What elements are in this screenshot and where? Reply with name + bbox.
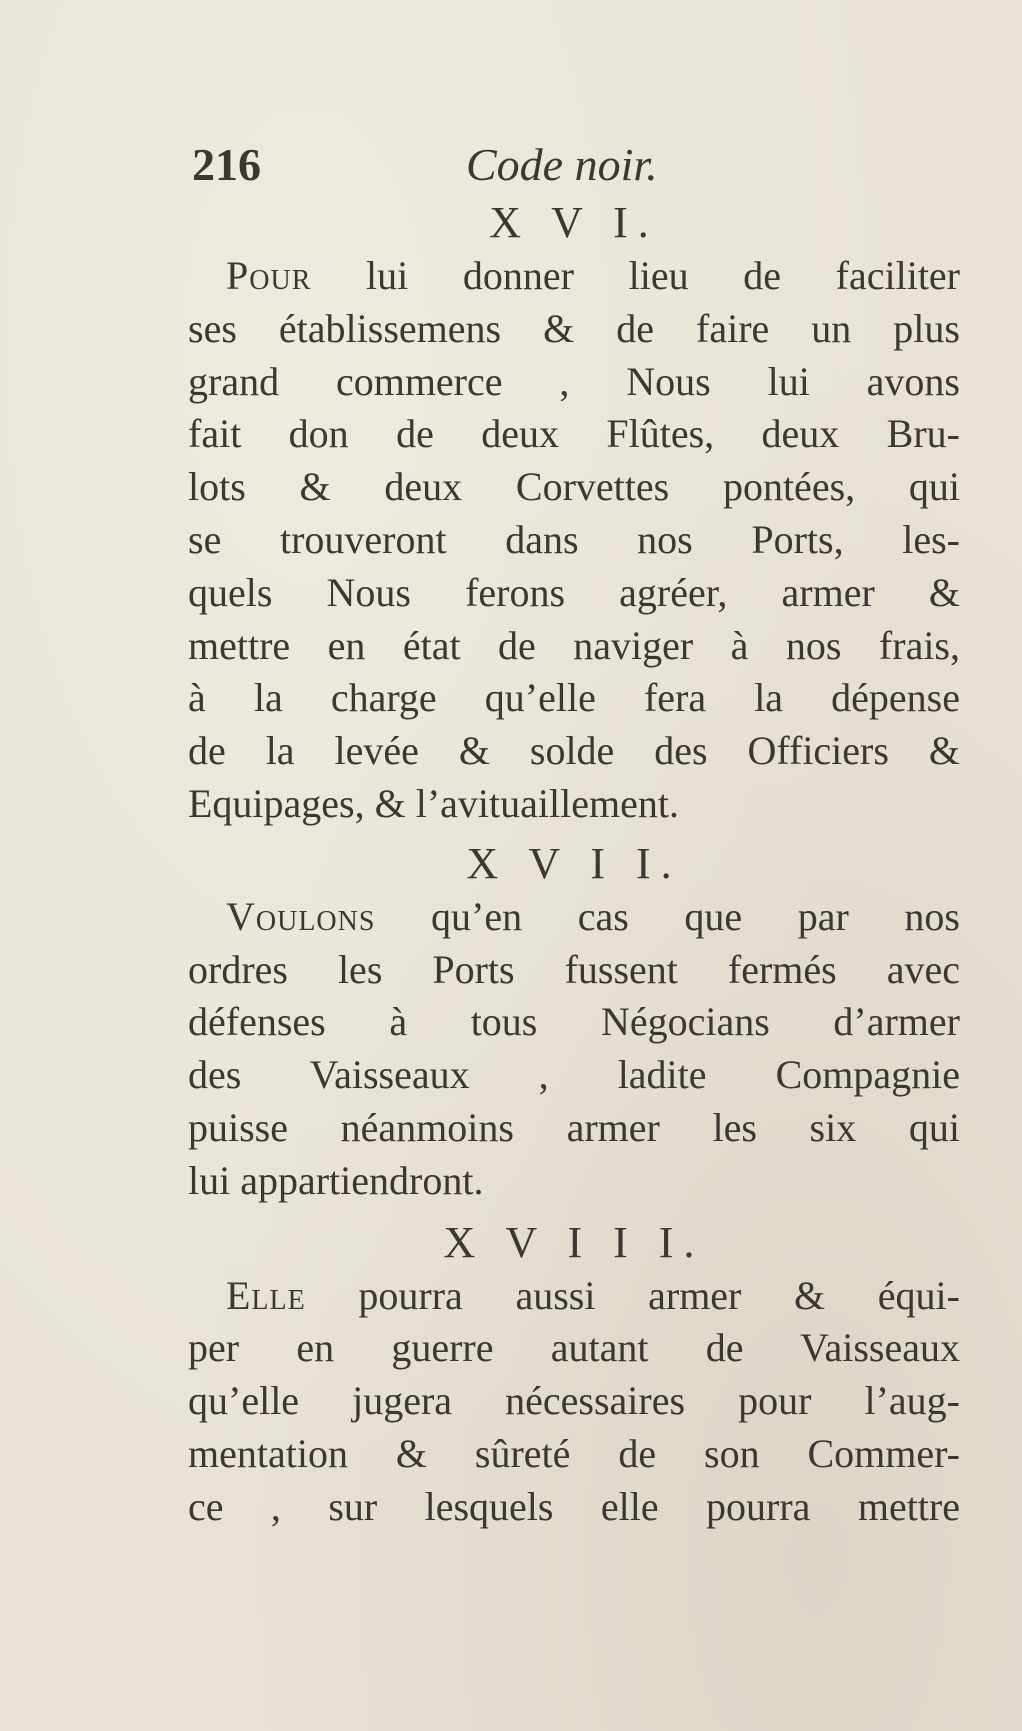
text-line: per en guerre autant de Vaisseaux — [188, 1325, 960, 1371]
text-line: lots & deux Corvettes pontées, qui — [188, 464, 960, 510]
article-heading-17: X V I I. — [466, 838, 682, 888]
text-line: mentation & sûreté de son Commer- — [188, 1430, 960, 1476]
text-line: fait don de deux Flûtes, deux Bru- — [188, 411, 960, 457]
line-text: lui donner lieu de faciliter — [311, 253, 960, 298]
lead-word: Elle — [226, 1272, 306, 1318]
text-line: à la charge qu’elle fera la dépense — [188, 675, 960, 721]
text-line: quels Nous ferons agréer, armer & — [188, 569, 960, 615]
text-line: lui appartiendront. — [188, 1157, 484, 1203]
line-text: qu’en cas que par nos — [375, 893, 960, 939]
lead-word: Voulons — [226, 893, 376, 939]
text-line — [188, 1270, 960, 1323]
line-text: pourra aussi armer & équi- — [305, 1272, 960, 1318]
text-line — [188, 891, 960, 944]
article-paragraph-17 — [188, 891, 960, 1208]
article-heading-18: X V I I I. — [443, 1217, 705, 1267]
text-line: des Vaisseaux , ladite Compagnie — [188, 1052, 960, 1098]
spacer — [188, 1208, 960, 1216]
text-line: de la levée & solde des Officiers & — [188, 728, 960, 774]
article-paragraph-16 — [188, 250, 960, 831]
text-block — [188, 134, 960, 1534]
text-line: ordres les Ports fussent fermés avec — [188, 946, 960, 992]
text-line: se trouveront dans nos Ports, les- — [188, 516, 960, 562]
article-paragraph-18 — [188, 1270, 960, 1534]
lead-word: Pour — [226, 253, 312, 298]
text-line: qu’elle jugera nécessaires pour l’aug- — [188, 1378, 960, 1424]
text-line: ce , sur lesquels elle pourra mettre — [188, 1483, 960, 1529]
text-line: ses établissemens & de faire un plus — [188, 305, 960, 351]
text-line: grand commerce , Nous lui avons — [188, 358, 960, 404]
text-line: mettre en état de naviger à nos frais, — [188, 622, 960, 668]
article-heading-16: X V I. — [489, 198, 659, 247]
text-line: puisse néanmoins armer les six qui — [188, 1104, 960, 1150]
text-line: Equipages, & l’avituaillement. — [188, 780, 679, 826]
text-line — [188, 250, 960, 303]
page-header — [188, 134, 960, 196]
page-number: 216 — [192, 139, 261, 190]
text-line: défenses à tous Négocians d’armer — [188, 999, 960, 1045]
running-title: Code noir. — [466, 139, 658, 190]
